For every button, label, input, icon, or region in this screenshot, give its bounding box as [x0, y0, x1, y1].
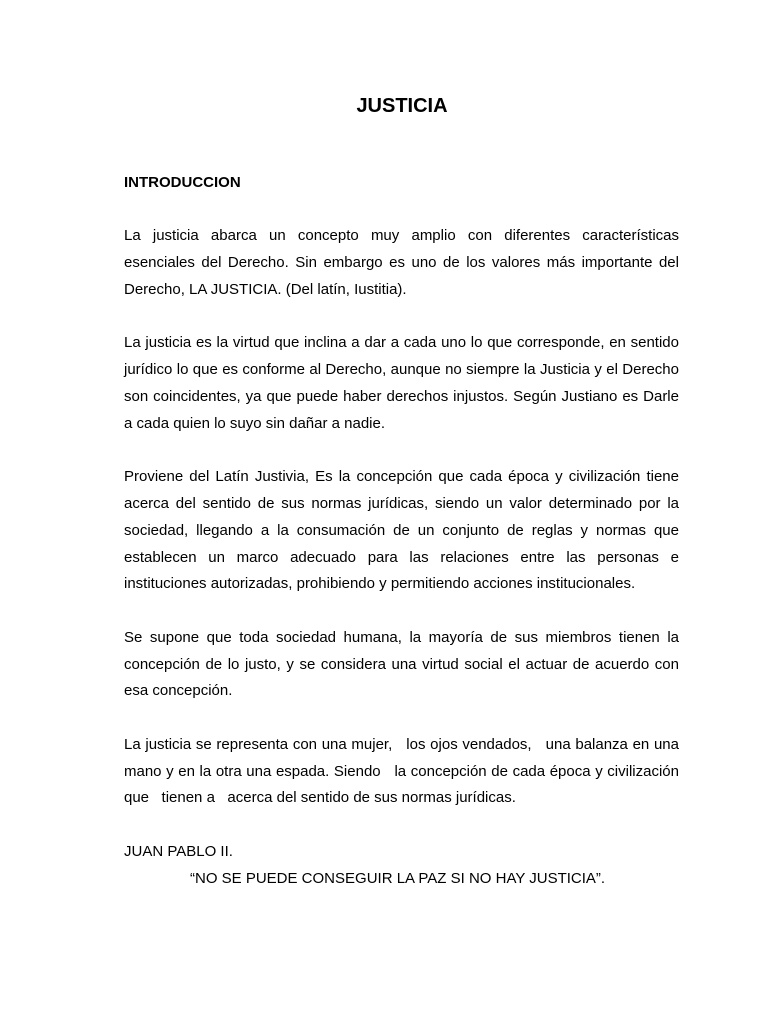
paragraph-5 [124, 732, 684, 812]
paragraph-1: La justicia abarca un concepto muy amplio con diferentes características esenciales del Derecho. Sin embargo es uno de los valores más importante del Derecho, LA JUSTICIA. (Del latín, Iustitia). [124, 227, 679, 298]
paragraph-2: La justicia es la virtud que inclina a dar a cada uno lo que corresponde, en sentido jurídico lo que es conforme al Derecho, aunque no siempre la Justicia y el Derecho son coincidentes, ya que puede haber derechos injustos. Según Justiano es Darle a cada quien lo suyo sin dañar a nadie. [124, 334, 679, 432]
quote-text: “NO SE PUEDE CONSEGUIR LA PAZ SI NO HAY JUSTICIA”. [190, 869, 606, 887]
paragraph-4: Se supone que toda sociedad humana, la mayoría de sus miembros tienen la concepción de lo justo, y se considera una virtud social el actuar de acuerdo con esa concepción. [124, 628, 679, 700]
document-title: JUSTICIA [356, 95, 448, 117]
section-heading: INTRODUCCION [124, 174, 241, 191]
quote-author: JUAN PABLO II. [124, 842, 233, 860]
paragraph-3: Proviene del Latín Justivia, Es la concepción que cada época y civilización tiene acerca del sentido de sus normas jurídicas, siendo un valor determinado por la sociedad, llegando a la consumación de un conjunto de reglas y normas que establecen un marco adecuado para las relaciones entre las personas e instituciones autorizadas, prohibiendo y permitiendo acciones institucionales. [124, 468, 679, 593]
document-body [124, 170, 684, 892]
paragraph-5-text: La justicia se representa con una mujer, los ojos vendados, una balanza en una mano y en la otra una espada. Siendo la concepción de cada época y civilización que tienen a acerca del sentido de sus normas jurídicas. [124, 735, 684, 807]
